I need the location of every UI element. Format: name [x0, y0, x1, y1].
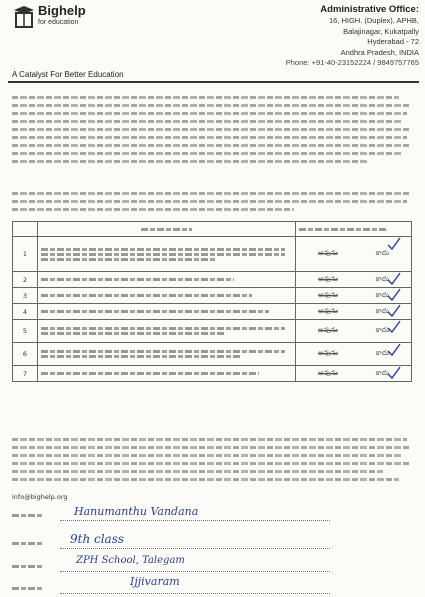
answer-no: కాదు [375, 349, 390, 357]
answer-cell [296, 272, 412, 288]
answer-yes-struck: అవును [317, 306, 338, 315]
row-number: 7 [13, 366, 38, 382]
question-text [37, 343, 295, 366]
row-number: 1 [13, 237, 38, 272]
brand-subtitle: for education [38, 19, 79, 26]
answer-cell [296, 288, 412, 304]
row-number: 5 [13, 320, 38, 343]
question-text [37, 320, 295, 343]
answer-yes-struck: అవును [317, 349, 338, 357]
header-questions [37, 222, 295, 237]
answer-cell [296, 304, 412, 320]
intro-paragraph [12, 96, 415, 168]
checkmark-icon [387, 304, 401, 318]
handwritten-class: 9th class [70, 532, 125, 546]
answer-yes-struck: అవును [317, 249, 338, 257]
checkmark-icon [387, 288, 401, 302]
table-row [13, 304, 412, 320]
checkmark-icon [387, 366, 401, 380]
table-row [13, 237, 412, 272]
answer-yes-struck: అవును [317, 326, 338, 334]
row-number: 4 [13, 304, 38, 320]
office-title: Administrative Office: [320, 4, 419, 15]
questionnaire-table [12, 221, 412, 382]
checkmark-icon [387, 343, 401, 357]
table-row [13, 366, 412, 382]
answer-cell [296, 320, 412, 343]
table-row [13, 343, 412, 366]
question-text [37, 366, 295, 382]
handwritten-village: Ijjivaram [130, 575, 180, 588]
brand-name: Bighelp [38, 3, 86, 18]
table-row [13, 320, 412, 343]
answer-cell [296, 237, 412, 272]
checkmark-icon [387, 272, 401, 286]
tagline: A Catalyst For Better Education [12, 70, 124, 79]
answer-cell [296, 366, 412, 382]
handwritten-school: ZPH School, Talegam [76, 555, 185, 566]
address-line: 16, HIGH. (Duplex), APHB, [328, 16, 419, 25]
table-row [13, 288, 412, 304]
contact-email: info@bighelp.org [12, 493, 68, 501]
row-number: 2 [13, 272, 38, 288]
address-line: Balajinagar, Kukatpally [343, 26, 419, 36]
answer-no: కాదు [375, 249, 390, 257]
answer-yes-struck: అవును [317, 274, 338, 283]
question-text [37, 272, 295, 288]
handwritten-name: Hanumanthu Vandana [74, 505, 199, 518]
checkmark-icon [387, 320, 401, 334]
checkmark-icon [387, 237, 401, 251]
answer-no: కాదు [375, 326, 390, 334]
office-address-block [229, 4, 419, 69]
header-answers [296, 222, 412, 237]
question-text [37, 237, 295, 272]
table-header-row [13, 222, 412, 237]
answer-no: కాదు [375, 368, 390, 377]
header-divider [8, 81, 419, 83]
answer-yes-struck: అవును [317, 368, 338, 377]
answer-no: కాదు [375, 306, 390, 315]
table-row [13, 272, 412, 288]
field-class [12, 540, 330, 549]
question-text [37, 288, 295, 304]
address-line: Hyderabad - 72 [367, 37, 419, 46]
row-number: 6 [13, 343, 38, 366]
closing-paragraph [12, 438, 415, 486]
answer-yes-struck: అవును [317, 290, 338, 299]
answer-no: కాదు [375, 274, 390, 283]
row-number: 3 [13, 288, 38, 304]
office-phone: Phone: +91-40-23152224 / 9849757765 [285, 58, 419, 67]
answer-no: కాదు [375, 290, 390, 299]
instructions-paragraph [12, 192, 415, 216]
question-text [37, 304, 295, 320]
address-line: Andhra Pradesh, INDIA [340, 47, 419, 57]
answer-cell [296, 343, 412, 366]
